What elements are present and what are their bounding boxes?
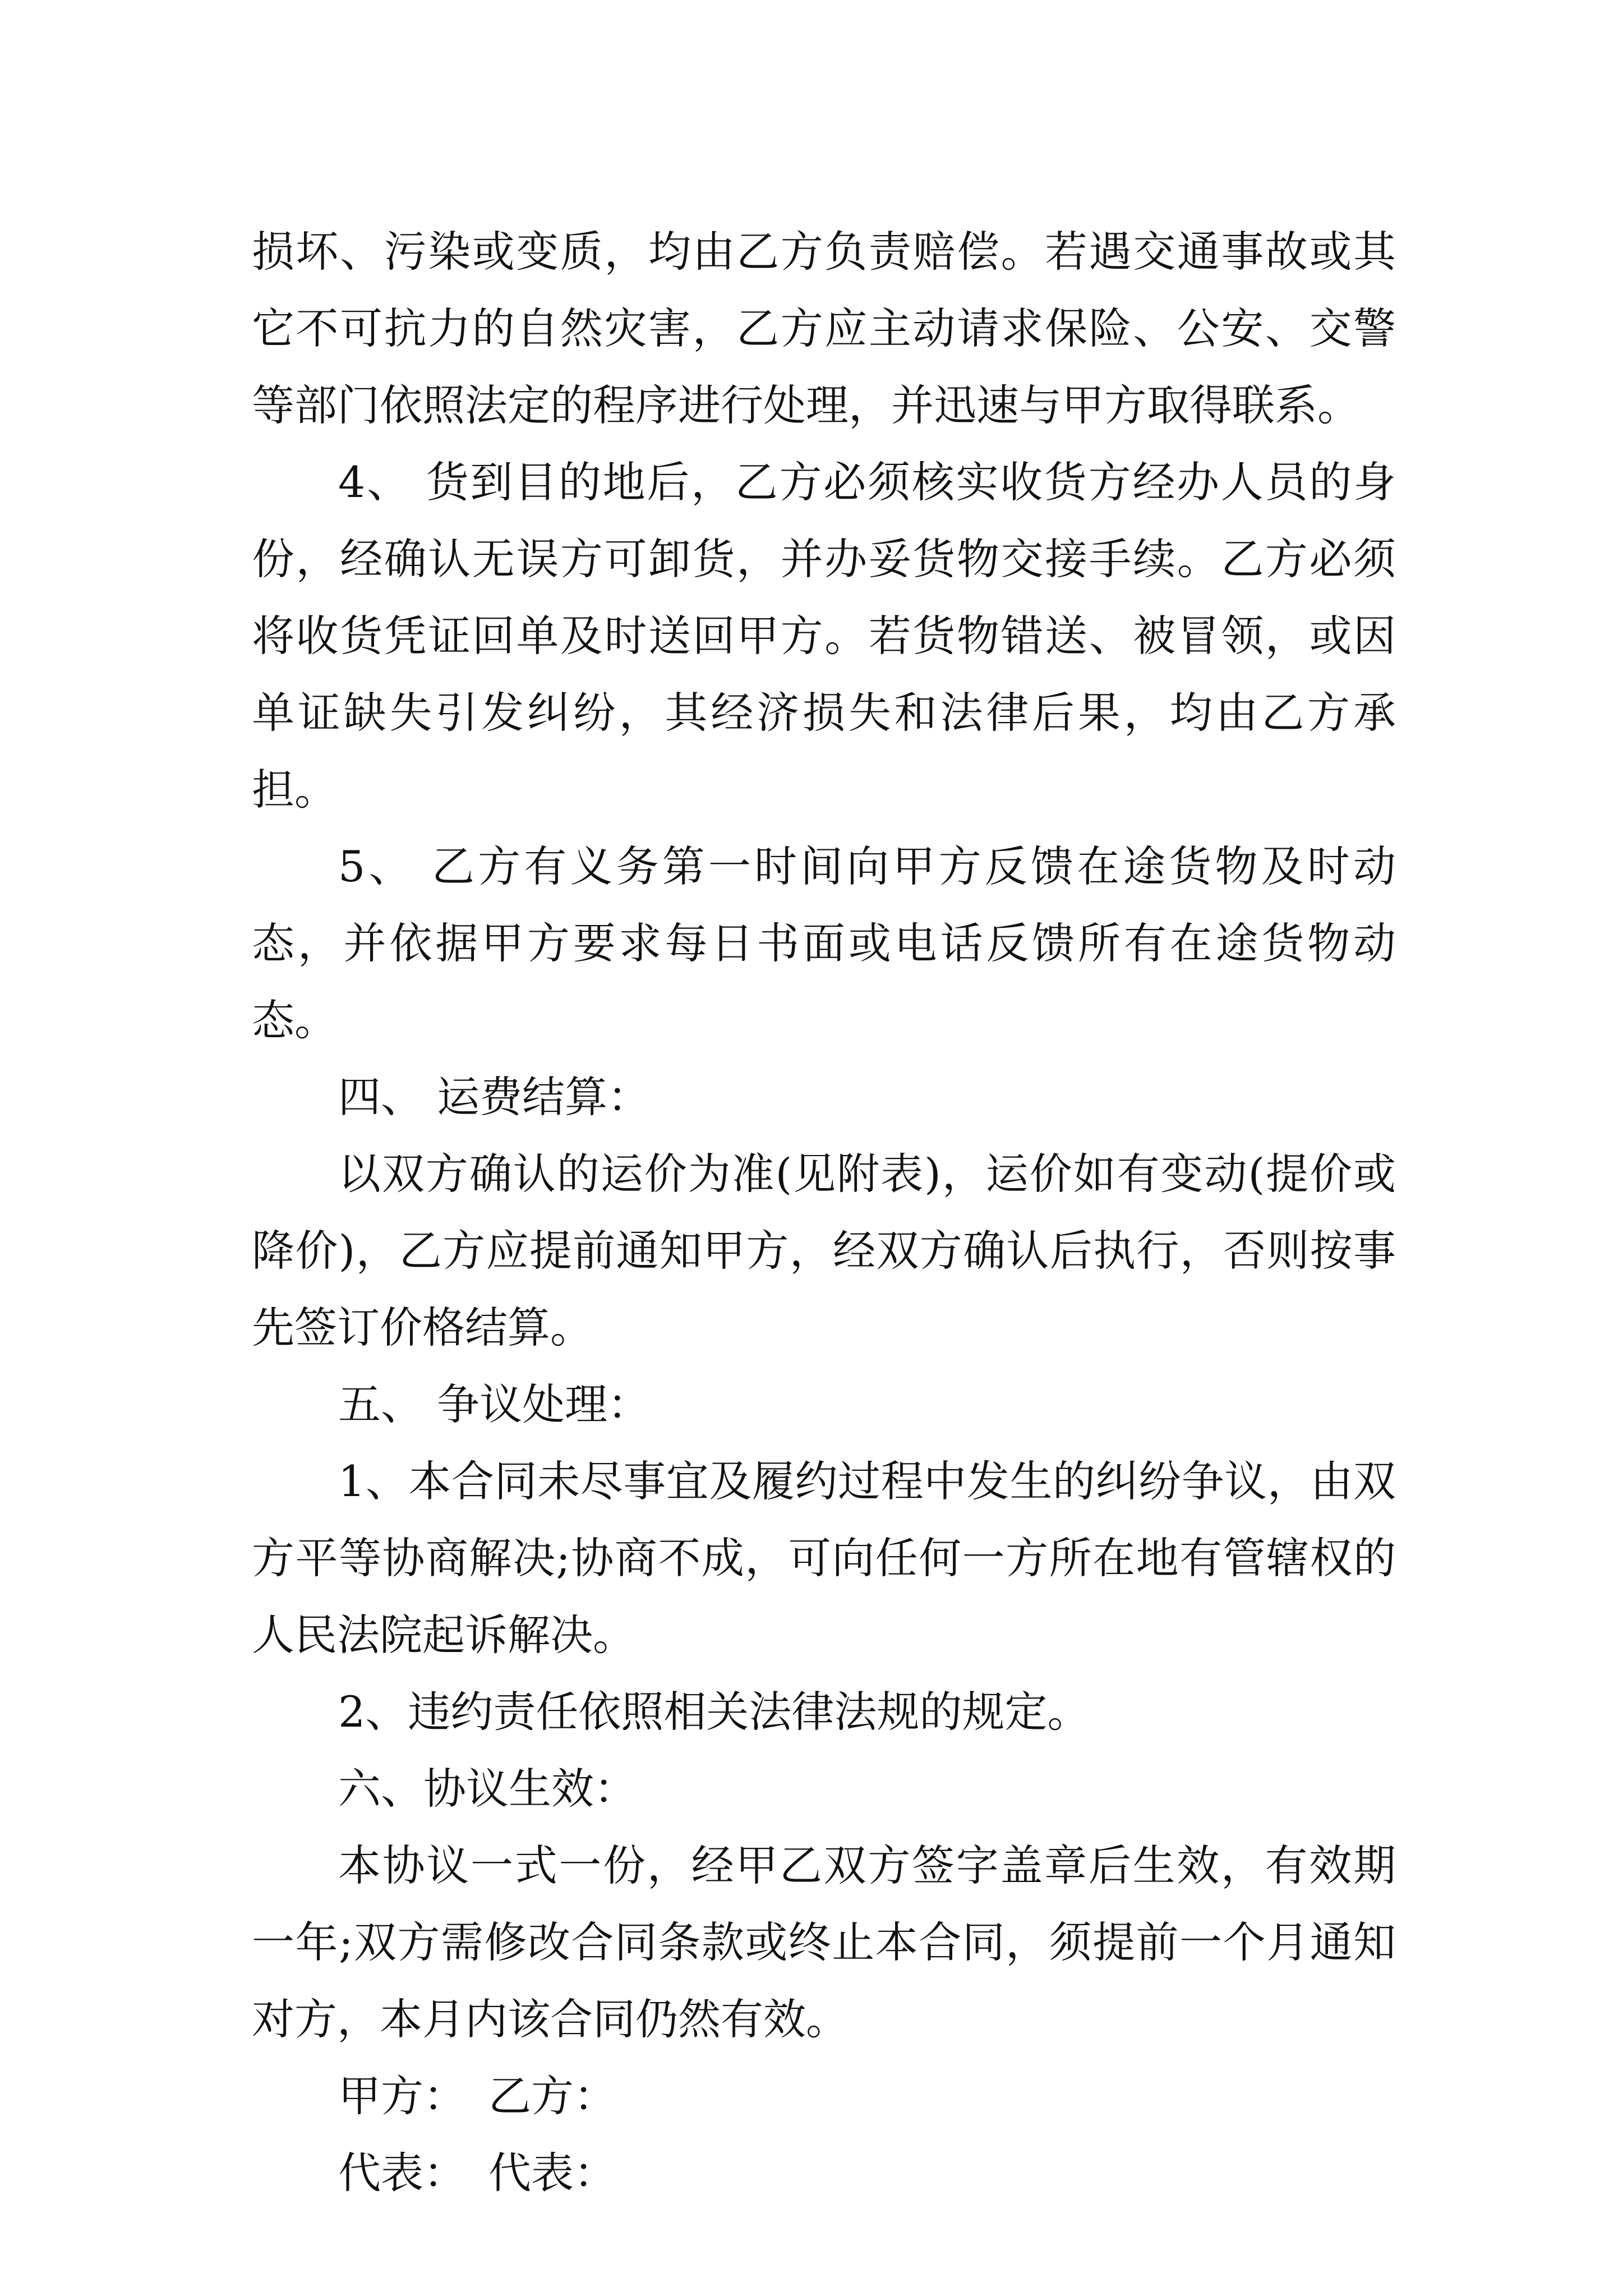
section-heading-freight-settlement: 四、 运费结算： (338, 1072, 651, 1122)
paragraph-clause-5-feedback: 5、 乙方有义务第一时间向甲方反馈在途货物及时动态，并依据甲方要求每日书面或电话反馈所有在途货物动态。 (252, 841, 1396, 1045)
paragraph-freight-settlement: 以双方确认的运价为准(见附表)，运价如有变动(提价或降价)，乙方应提前通知甲方，经双方确认后执行，否则按事先签订价格结算。 (252, 1149, 1396, 1352)
party-b-label: 乙方： (488, 2071, 616, 2121)
paragraph-effectiveness: 本协议一式一份，经甲乙双方签字盖章后生效，有效期一年;双方需修改合同条款或终止本合同，须提前一个月通知对方，本月内该合同仍然有效。 (252, 1841, 1396, 2044)
section-heading-dispute: 五、 争议处理： (338, 1379, 651, 1429)
party-a-label: 甲方： (338, 2071, 466, 2121)
representative-b-label: 代表： (488, 2148, 616, 2198)
signature-representative-line (252, 2134, 1396, 2211)
section-heading-effectiveness: 六、协议生效： (338, 1764, 637, 1814)
paragraph-dispute-1: 1、本合同未尽事宜及履约过程中发生的纠纷争议，由双方平等协商解决;协商不成，可向任何一方所在地有管辖权的人民法院起诉解决。 (252, 1456, 1396, 1660)
paragraph-dispute-2: 2、违约责任依照相关法律法规的规定。 (338, 1687, 1090, 1737)
paragraph-clause-4-delivery: 4、 货到目的地后，乙方必须核实收货方经办人员的身份，经确认无误方可卸货，并办妥货物交接手续。乙方必须将收货凭证回单及时送回甲方。若货物错送、被冒领，或因单证缺失引发纠纷，其经济损失和法律后果，均由乙方承担。 (252, 457, 1396, 815)
representative-a-label: 代表： (338, 2148, 466, 2198)
signature-party-line (252, 2058, 1396, 2134)
document-body (252, 213, 1396, 2211)
paragraph-damage-liability: 损坏、污染或变质，均由乙方负责赔偿。若遇交通事故或其它不可抗力的自然灾害，乙方应主动请求保险、公安、交警等部门依照法定的程序进行处理，并迅速与甲方取得联系。 (252, 227, 1396, 430)
